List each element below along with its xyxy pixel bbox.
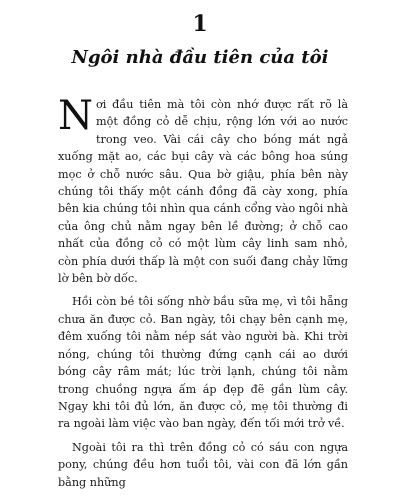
paragraph-3 — [58, 439, 348, 491]
paragraph-1 — [58, 93, 348, 287]
chapter-body — [58, 93, 348, 497]
paragraph-text: Ngoài tôi ra thì trên đồng cỏ có sáu con ngựa pony, chúng đều hơn tuổi tôi, vài con đã lớn gần bằng những — [58, 440, 348, 489]
drop-cap: N — [58, 93, 93, 139]
chapter-number: 1 — [192, 11, 208, 37]
paragraph-text: ơi đầu tiên mà tôi còn nhớ được rất rõ là một đồng cỏ dễ chịu, rộng lớn với ao nước trong veo. Vài cái cây cho bóng mát ngả xuống mặt ao, các bụi cây và các bông hoa súng mọc ở chỗ nước sâu. Qua bờ giậu, phía bên này chúng tôi thấy một cánh đồng đã cày xong, phía bên kia chúng tôi nhìn qua cánh cổng vào ngôi nhà của ông chủ nằm ngay bên lề đường; ở chỗ cao nhất của đồng cỏ có một lùm cây linh sam nhỏ, còn phía dưới thấp là một con suối đang chảy lững lờ bên bờ dốc. — [58, 98, 348, 286]
paragraph-2 — [58, 293, 348, 432]
chapter-title: Ngôi nhà đầu tiên của tôi — [71, 47, 329, 68]
paragraph-text: Hồi còn bé tôi sống nhờ bầu sữa mẹ, vì tôi hẵng chưa ăn được cỏ. Ban ngày, tôi chạy bên cạnh mẹ, đêm xuống tôi nằm nép sát vào người bà. Khi trời nóng, chúng tôi thường đứng cạnh cái ao dưới bóng cây râm mát; lúc trời lạnh, chúng tôi nằm trong chuồng ngựa ấm áp đẹp đẽ gần lùm cây. Ngay khi tôi đủ lớn, ăn được cỏ, mẹ tôi thường đi ra ngoài làm việc vào ban ngày, đến tối mới trở về. — [58, 295, 348, 431]
